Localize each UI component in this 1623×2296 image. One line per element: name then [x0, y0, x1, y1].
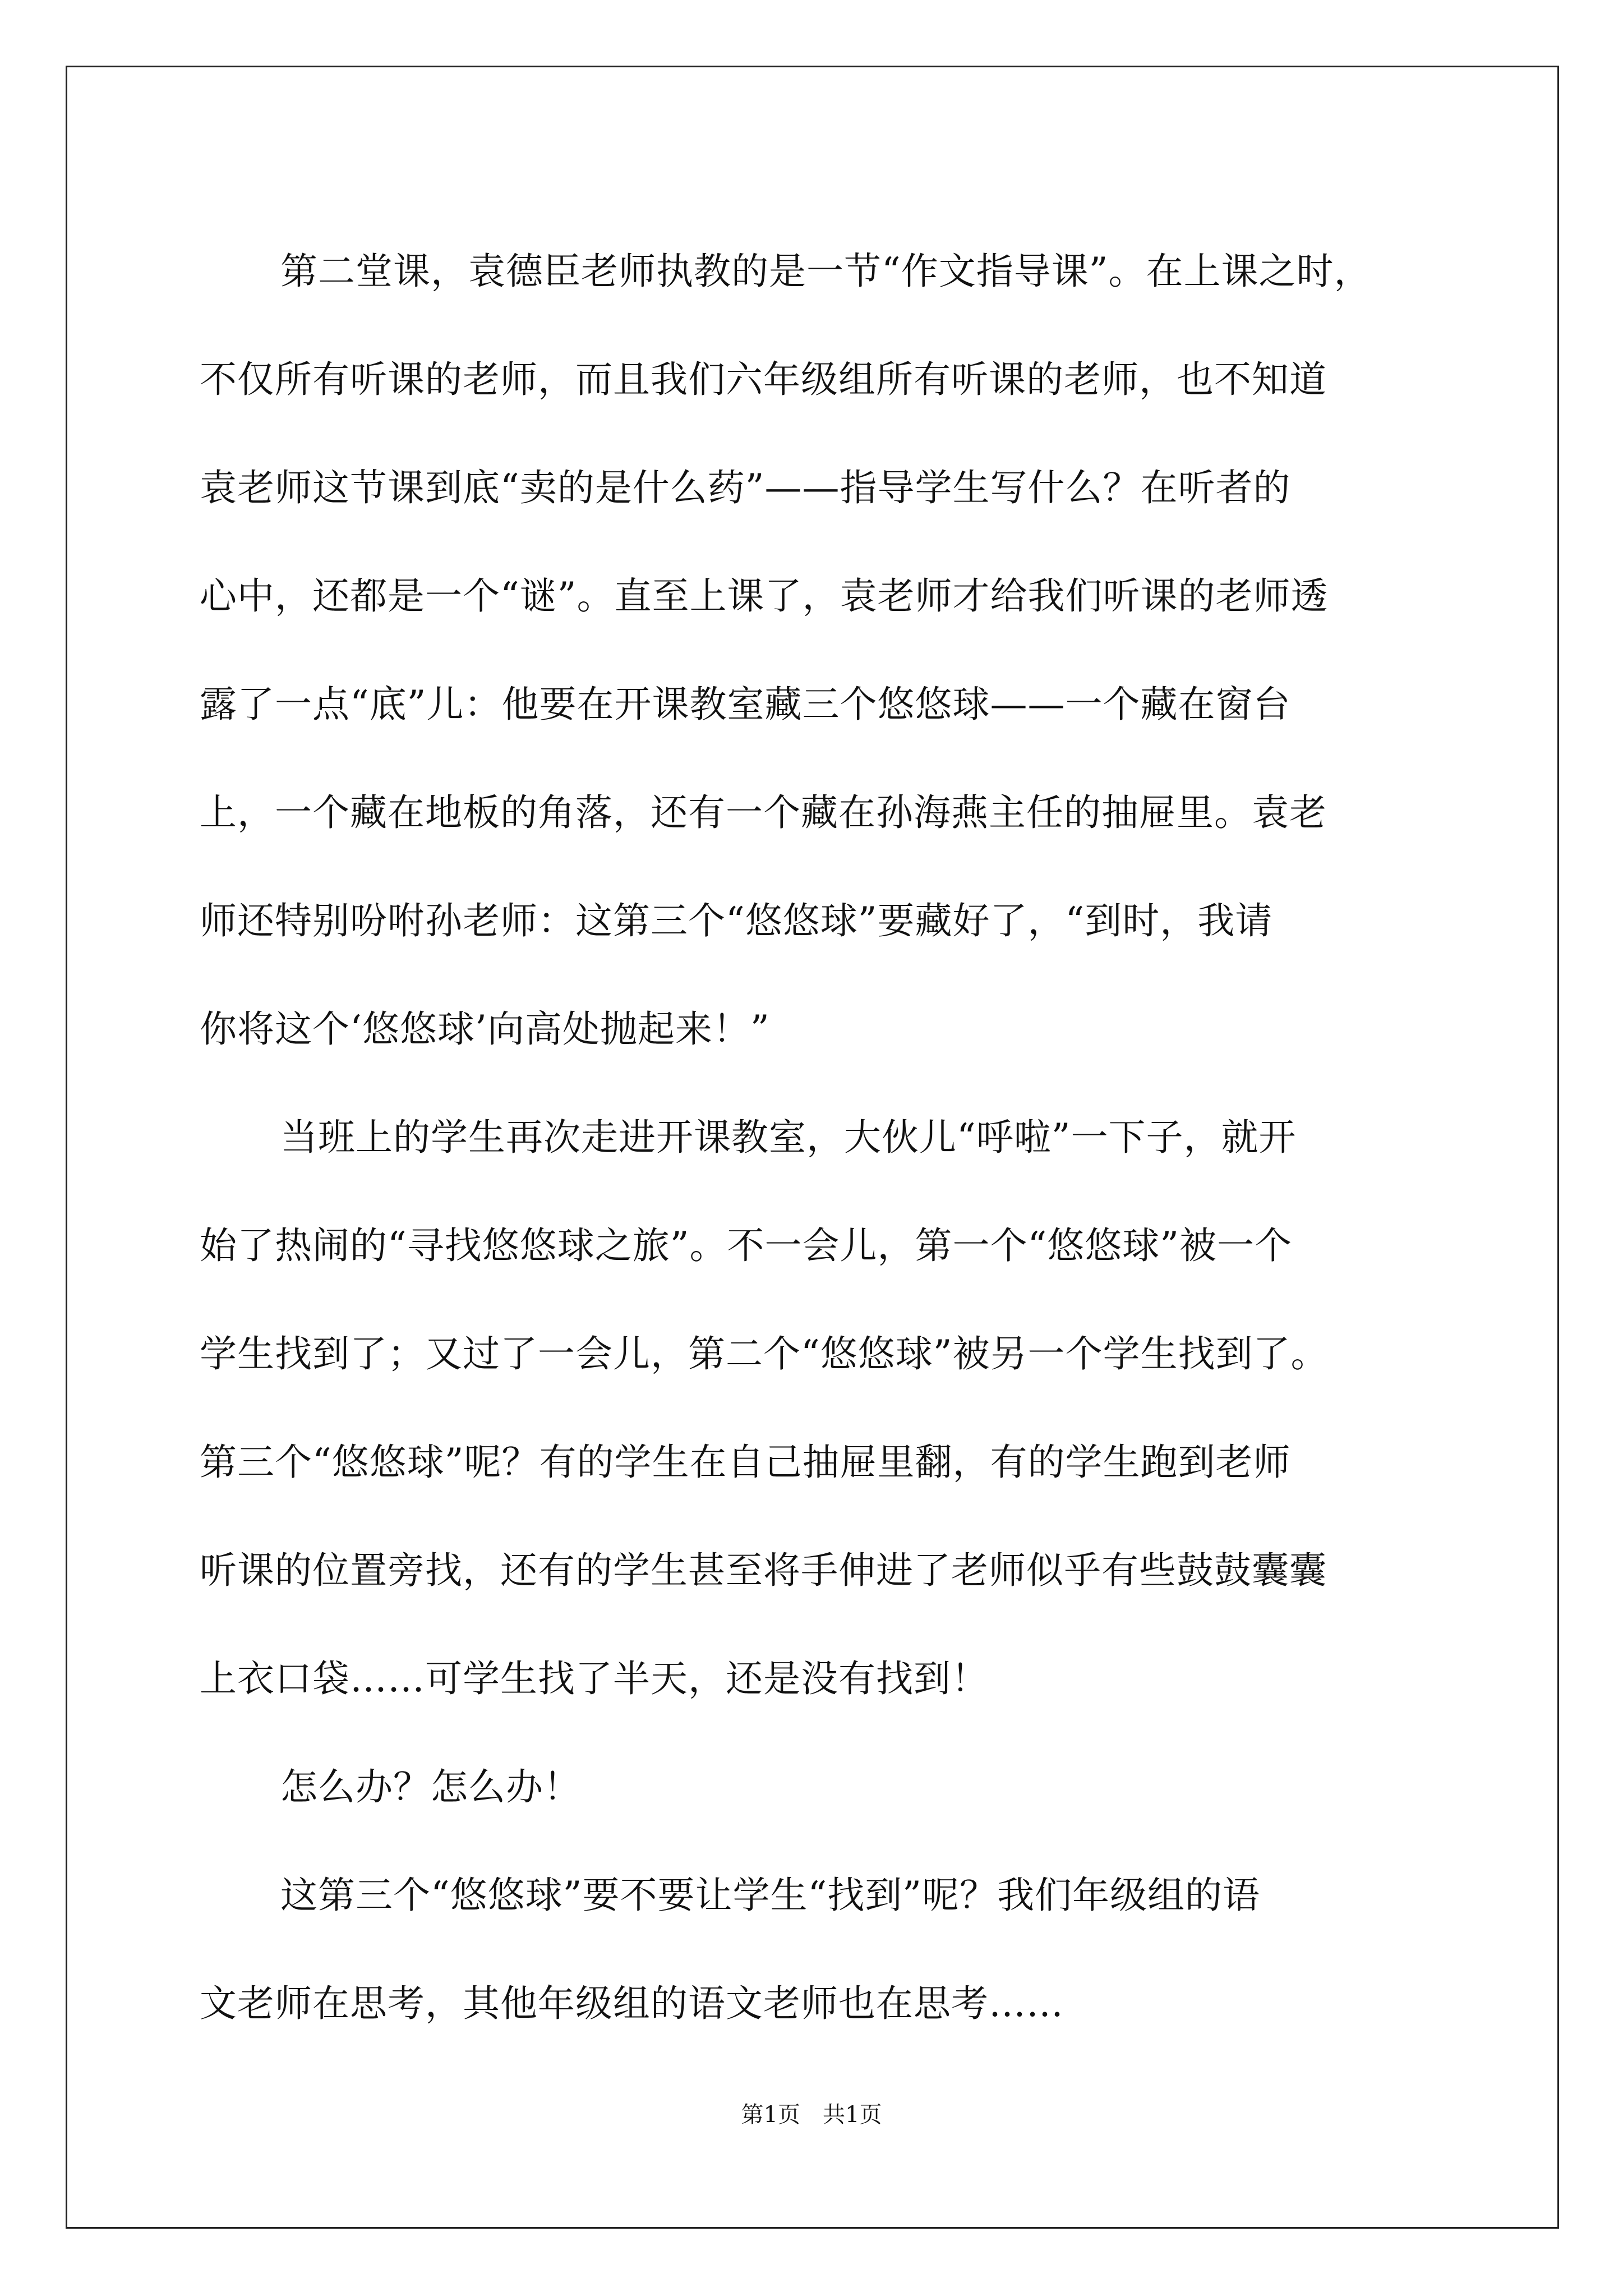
paragraph-2-line-3: 学生找到了；又过了一会儿，第二个“悠悠球”被另一个学生找到了。: [200, 1332, 1329, 1375]
paragraph-4-line-2: 文老师在思考，其他年级组的语文老师也在思考……: [200, 1982, 1064, 2025]
document-body: [200, 217, 1490, 2058]
paragraph-1-line-5: 露了一点“底”儿：他要在开课教室藏三个悠悠球——一个藏在窗台: [200, 683, 1291, 726]
paragraph-2-line-1: 当班上的学生再次走进开课教室，大伙儿“呼啦”一下子，就开: [280, 1116, 1297, 1159]
paragraph-2-line-4: 第三个“悠悠球”呢？有的学生在自己抽屉里翻，有的学生跑到老师: [200, 1441, 1291, 1484]
paragraph-1-line-2: 不仅所有听课的老师，而且我们六年级组所有听课的老师，也不知道: [200, 358, 1327, 401]
paragraph-2-line-5: 听课的位置旁找，还有的学生甚至将手伸进了老师似乎有些鼓鼓囊囊: [200, 1549, 1327, 1592]
paragraph-4-line-1: 这第三个“悠悠球”要不要让学生“找到”呢？我们年级组的语: [280, 1874, 1260, 1917]
paragraph-1-line-7: 师还特别吩咐孙老师：这第三个“悠悠球”要藏好了，“到时，我请: [200, 899, 1273, 942]
paragraph-1-line-6: 上，一个藏在地板的角落，还有一个藏在孙海燕主任的抽屉里。袁老: [200, 791, 1327, 834]
page-number-text: 第1页 共1页: [741, 2102, 882, 2128]
paragraph-1-line-4: 心中，还都是一个“谜”。直至上课了，袁老师才给我们听课的老师透: [200, 574, 1329, 618]
page-footer: [0, 2101, 1623, 2129]
paragraph-3-line-1: 怎么办？怎么办！: [280, 1765, 581, 1809]
paragraph-2-line-6: 上衣口袋……可学生找了半天，还是没有找到！: [200, 1657, 989, 1700]
paragraph-1-line-1: 第二堂课，袁德臣老师执教的是一节“作文指导课”。在上课之时，: [280, 250, 1372, 293]
paragraph-2-line-2: 始了热闹的“寻找悠悠球之旅”。不一会儿，第一个“悠悠球”被一个: [200, 1224, 1292, 1267]
paragraph-1-line-8: 你将这个‘悠悠球’向高处抛起来！”: [200, 1007, 770, 1051]
paragraph-1-line-3: 袁老师这节课到底“卖的是什么药”——指导学生写什么？在听者的: [200, 466, 1291, 509]
